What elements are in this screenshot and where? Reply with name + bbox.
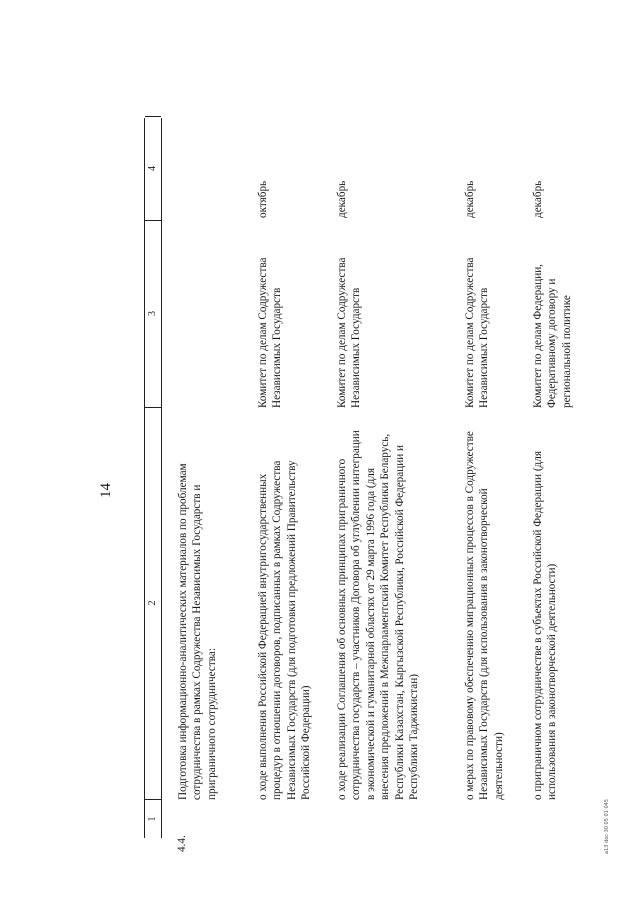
row-1-deadline: октябрь [257, 180, 269, 218]
row-4-description: о приграничном сотрудничестве в субъектах Российской Федерации (для использования в законотворческой деятельности) [532, 451, 559, 800]
row-3-description: о мерах по правовому обеспечению миграционных процессов в Содружестве Независимых Государств (для использования в законотворческой деятельности) [464, 431, 505, 800]
header-col-2: 2 [145, 407, 161, 800]
row-2-description: о ходе реализации Соглашения об основных принципах приграничного сотрудничества государств – участников Договора об углублении интеграции в экономической и гуманитарной областях от 29 марта 1996 года (для внесения предложений в Межпарламентский Комитет Республики Беларусь, Республики Казахстан, Кыргызской Республики, Российской Федерации и Республики Таджикистан) [336, 430, 421, 800]
row-1-description: о ходе выполнения Российской Федерацией внутригосударственных процедур в отношении договоров, подписанных в рамках Содружества Независимых Государств (для подготовки предложений Правительству Российской Федерации) [257, 460, 313, 800]
section-number: 4.4. [176, 835, 188, 852]
row-4-responsible: Комитет по делам Федерации, Федеративному договору и региональной политике [532, 264, 573, 408]
row-2-deadline: декабрь [336, 180, 348, 218]
table-header [144, 118, 162, 838]
row-1-responsible: Комитет по делам Содружества Независимых Государств [257, 257, 284, 408]
row-3-responsible: Комитет по делам Содружества Независимых Государств [464, 257, 491, 408]
header-col-3: 3 [145, 220, 161, 408]
section-title: Подготовка информационно-аналитических материалов по проблемам сотрудничества в рамках Содружества Независимых Государств и приграничного сотрудничества: [177, 463, 218, 800]
rotated-content [60, 100, 620, 860]
header-col-4: 4 [145, 116, 161, 221]
row-3-deadline: декабрь [464, 180, 476, 218]
footer-code: a13 doc 30 05 01 045 [604, 799, 610, 854]
row-4-deadline: декабрь [532, 180, 544, 218]
page-number: 14 [98, 483, 114, 498]
header-col-1: 1 [147, 816, 158, 822]
row-2-responsible: Комитет по делам Содружества Независимых Государств [336, 257, 363, 408]
